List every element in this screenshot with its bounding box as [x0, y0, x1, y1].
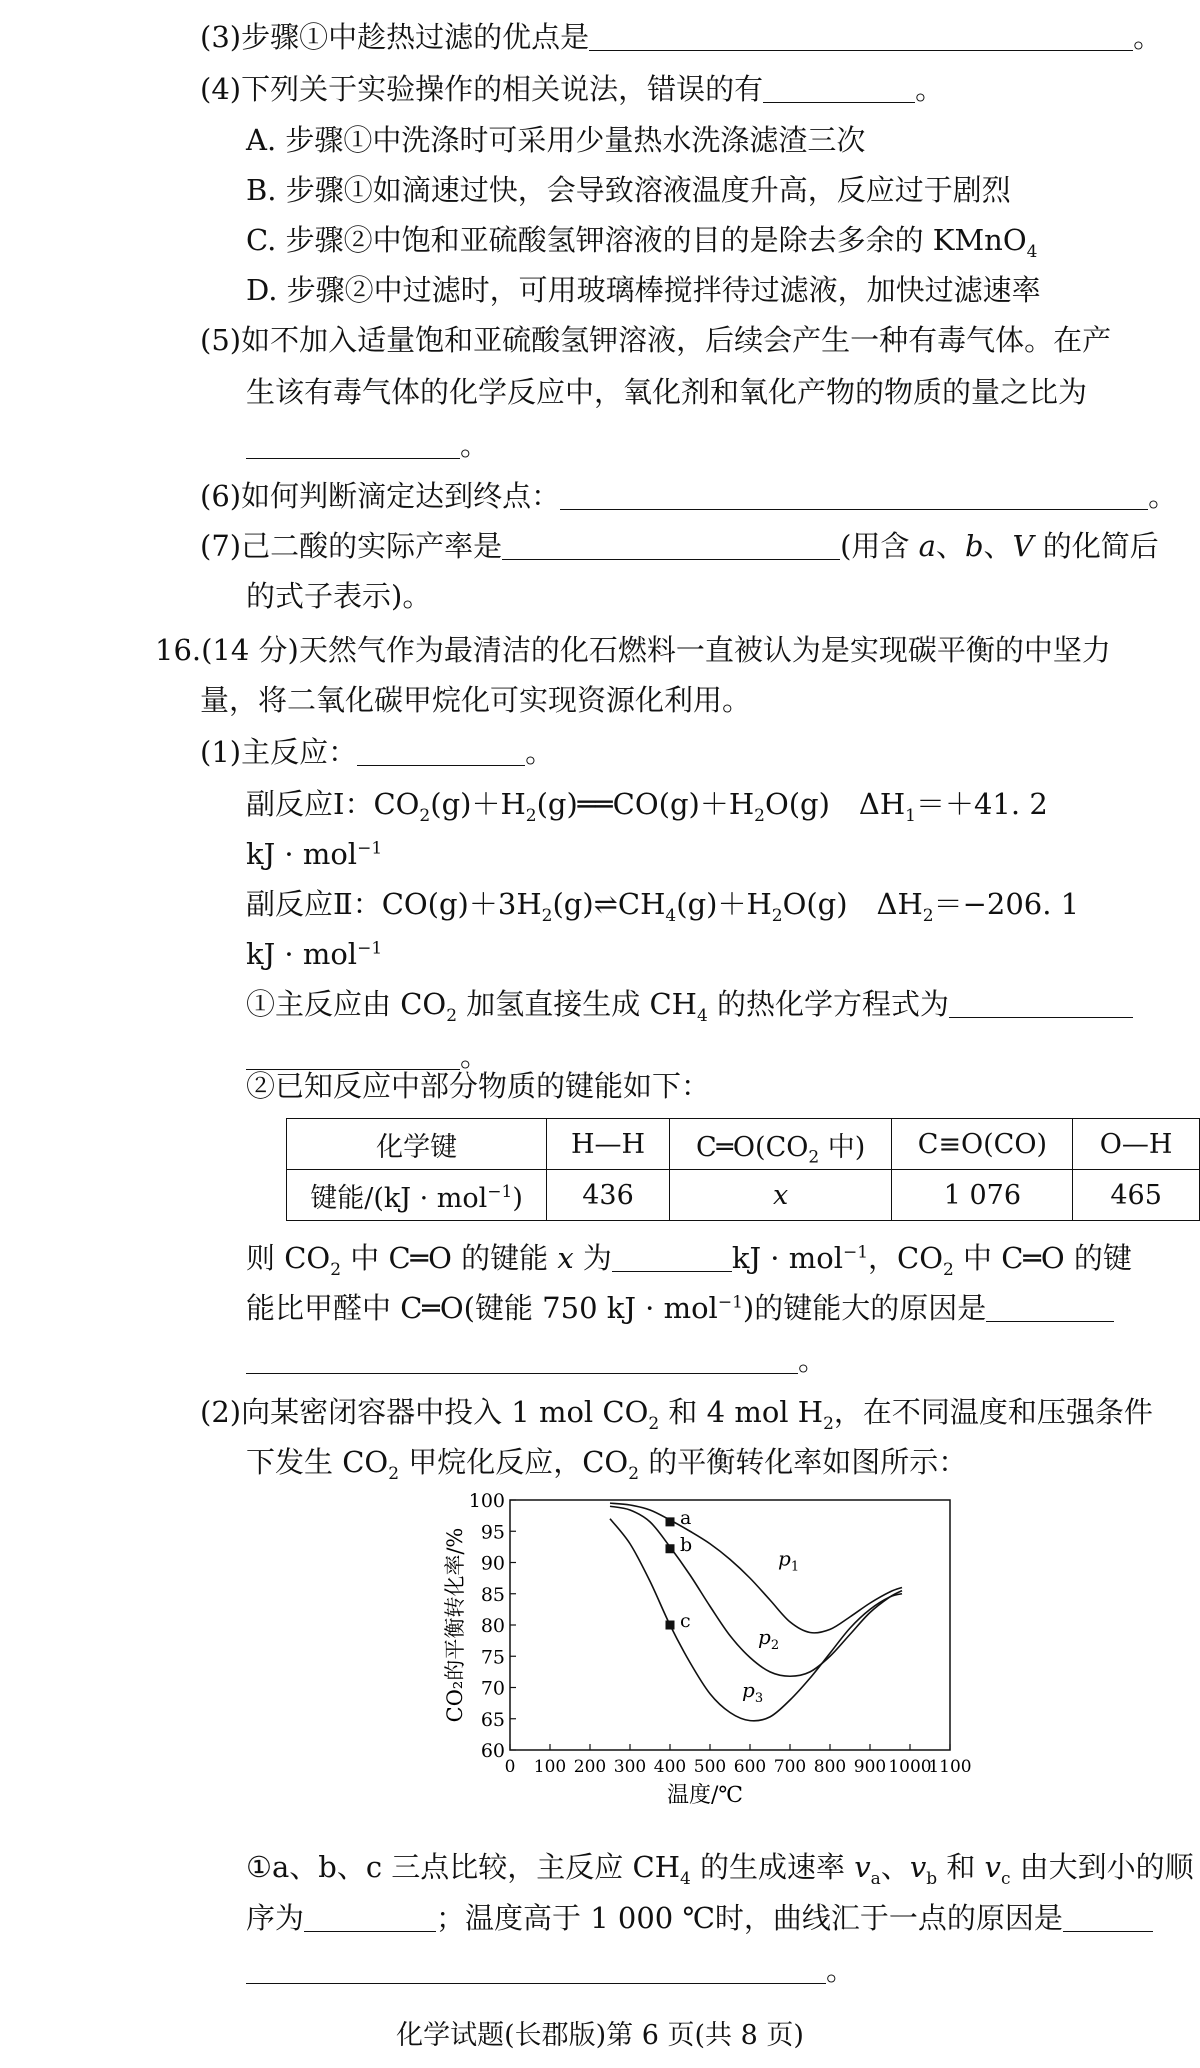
x-axis-label: 温度/℃ [666, 1783, 744, 1808]
y-axis [469, 1490, 516, 1762]
table-header-cell: C≡O(CO) [892, 1119, 1073, 1170]
q5-line-2: 生该有毒气体的化学反应中，氧化剂和氧化产物的物质的量之比为 [246, 375, 1088, 409]
series-label-p2: $p_2$ [758, 1624, 780, 1653]
x-tick-label: 600 [733, 1757, 767, 1777]
page-footer: 化学试题(长郡版)第 6 页(共 8 页) [396, 2020, 804, 2051]
converge-reason-answer-blank-b[interactable] [246, 1953, 826, 1984]
x-tick-label: 800 [813, 1757, 847, 1777]
y-tick-label: 90 [480, 1552, 505, 1575]
table-cell: 1 076 [892, 1170, 1073, 1221]
q4-line: (4)下列关于实验操作的相关说法，错误的有 。 [200, 72, 945, 106]
series-line-p1 [610, 1503, 902, 1633]
side-reaction-2-unit: kJ · mol$^{-1}$ [246, 937, 383, 971]
bond-energy-table [286, 1118, 1200, 1221]
y-axis-label: CO₂的平衡转化率/% [443, 1527, 467, 1723]
q4-option-b: B. 步骤①如滴速过快，会导致溶液温度升高，反应过于剧烈 [246, 173, 1011, 207]
series-line-p2 [610, 1506, 902, 1676]
point-c [666, 1621, 675, 1630]
x-tick-label: 700 [773, 1757, 807, 1777]
bond-line-2: 能比甲醛中 C═O(键能 750 kJ · mol$^{-1}$)的键能大的原因是 [246, 1288, 1114, 1328]
side-reaction-1-unit: kJ · mol$^{-1}$ [246, 837, 383, 871]
x-tick-label: 0 [504, 1757, 516, 1777]
q16-1-line: (1)主反应： 。 [200, 735, 555, 769]
q16-2-line-1: (2)向某密闭容器中投入 1 mol $CO_2$ 和 4 mol $H_2$，在不同温度和压强条件 [200, 1395, 1153, 1434]
table-row [287, 1119, 1200, 1170]
x-tick-label: 500 [693, 1757, 727, 1777]
q4-option-c: C. 步骤②中饱和亚硫酸氢钾溶液的目的是除去多余的 KMnO$_4$ [246, 223, 1038, 262]
q16-1-answer-blank[interactable] [357, 735, 525, 766]
q7-answer-blank[interactable] [502, 529, 840, 560]
table-header-cell: O—H [1073, 1119, 1200, 1170]
x-tick-label: 300 [613, 1757, 647, 1777]
series-label-p3: $p_3$ [742, 1677, 764, 1706]
side-reaction-2: 副反应Ⅱ：$CO(g)+3H_2(g)\rightleftharpoons CH_4(g)+H_2O(g)$ $\Delta H_2=-206$. 1 [246, 887, 1080, 926]
q16-2-q1-line-3: 。 [246, 1950, 855, 1990]
q16-2-q1-line-2: 序为 ；温度高于 1 000 ℃时，曲线汇于一点的原因是 [246, 1898, 1153, 1938]
converge-reason-answer-blank-a[interactable] [1063, 1901, 1153, 1932]
q16-2-q1-line-1: ①a、b、c 三点比较，主反应 $CH_4$ 的生成速率 $v_a$、$v_b$ 和 $v_c$ 由大到小的顺 [246, 1850, 1194, 1889]
point-label-b: b [680, 1533, 693, 1556]
q16-1-sub1-line-2: 。 [246, 1036, 489, 1076]
q7-line-1: (7)己二酸的实际产率是 (用含 a、b、V 的化简后 [200, 529, 1159, 563]
table-header-cell: H—H [547, 1119, 670, 1170]
y-tick-label: 85 [480, 1583, 505, 1606]
x-tick-label: 900 [853, 1757, 887, 1777]
y-tick-label: 65 [480, 1708, 505, 1731]
q4-option-a: A. 步骤①中洗涤时可采用少量热水洗涤滤渣三次 [246, 123, 866, 157]
x-tick-label: 1100 [928, 1757, 972, 1777]
q16-2-line-2: 下发生 $CO_2$ 甲烷化反应，$CO_2$ 的平衡转化率如图所示： [246, 1445, 968, 1484]
x-tick-label: 200 [573, 1757, 607, 1777]
table-cell: x [669, 1170, 892, 1221]
table-row [287, 1170, 1200, 1221]
y-tick-label: 95 [480, 1521, 505, 1544]
point-label-c: c [680, 1610, 691, 1632]
q4-answer-blank[interactable] [763, 72, 915, 103]
point-a [666, 1517, 675, 1526]
x-axis [505, 1744, 972, 1777]
q6-answer-blank[interactable] [560, 479, 1148, 510]
bond-reason-answer-blank-b[interactable] [246, 1343, 798, 1374]
y-tick-label: 70 [480, 1677, 505, 1700]
rate-order-answer-blank[interactable] [304, 1901, 436, 1932]
co2-conversion-chart [440, 1480, 980, 1810]
y-tick-label: 100 [468, 1490, 505, 1512]
q16-1-sub1-line-1: ①主反应由 $CO_2$ 加氢直接生成 $CH_4$ 的热化学方程式为 [246, 984, 1133, 1024]
q5-line-3: 。 [246, 425, 489, 465]
q16-1-sub1-answer-blank-a[interactable] [949, 987, 1133, 1018]
y-tick-label: 75 [480, 1646, 505, 1669]
x-tick-label: 400 [653, 1757, 687, 1777]
point-label-a: a [680, 1506, 692, 1529]
table-header-cell: $C═O(CO_2$ 中) [669, 1119, 892, 1170]
y-tick-label: 60 [480, 1740, 505, 1762]
table-cell: 465 [1073, 1170, 1200, 1221]
bond-line-1: 则 $CO_2$ 中 C═O 的键能 x 为 kJ · mol$^{-1}$，$CO_2$ 中 C═O 的键 [246, 1241, 1132, 1280]
q4-option-d: D. 步骤②中过滤时，可用玻璃棒搅拌待过滤液，加快过滤速率 [246, 273, 1041, 307]
y-tick-label: 80 [480, 1615, 505, 1637]
q5-line-1: (5)如不加入适量饱和亚硫酸氢钾溶液，后续会产生一种有毒气体。在产 [200, 323, 1112, 357]
series-labels [742, 1547, 799, 1706]
bond-x-answer-blank[interactable] [612, 1241, 732, 1272]
q7-line-2: 的式子表示)。 [246, 579, 432, 613]
bond-reason-answer-blank-a[interactable] [986, 1291, 1114, 1322]
q16-1-sub2-line: ②已知反应中部分物质的键能如下： [246, 1069, 711, 1103]
table-cell: 436 [547, 1170, 670, 1221]
table-row-label: 键能/(kJ · mol$^{-1}$) [287, 1170, 547, 1221]
side-reaction-1: 副反应Ⅰ：$CO_2(g)+H_2(g)══CO(g)+H_2O(g)$ $\Delta H_1=+41$. 2 [246, 787, 1048, 826]
q6-line: (6)如何判断滴定达到终点： 。 [200, 479, 1178, 513]
table-header-cell: 化学键 [287, 1119, 547, 1170]
series-label-p1: $p_1$ [778, 1546, 800, 1575]
q16-line-1: 16.(14 分)天然气作为最清洁的化石燃料一直被认为是实现碳平衡的中坚力 [155, 633, 1111, 667]
bond-line-3: 。 [246, 1340, 827, 1380]
x-tick-label: 1000 [888, 1757, 932, 1777]
q16-line-2: 量，将二氧化碳甲烷化可实现资源化利用。 [200, 683, 752, 717]
q5-answer-blank[interactable] [246, 428, 460, 459]
x-tick-label: 100 [533, 1757, 567, 1777]
point-b [666, 1544, 675, 1553]
q3-line: (3)步骤①中趁热过滤的优点是 。 [200, 20, 1163, 54]
series-lines [610, 1503, 902, 1721]
q3-answer-blank[interactable] [589, 20, 1133, 51]
